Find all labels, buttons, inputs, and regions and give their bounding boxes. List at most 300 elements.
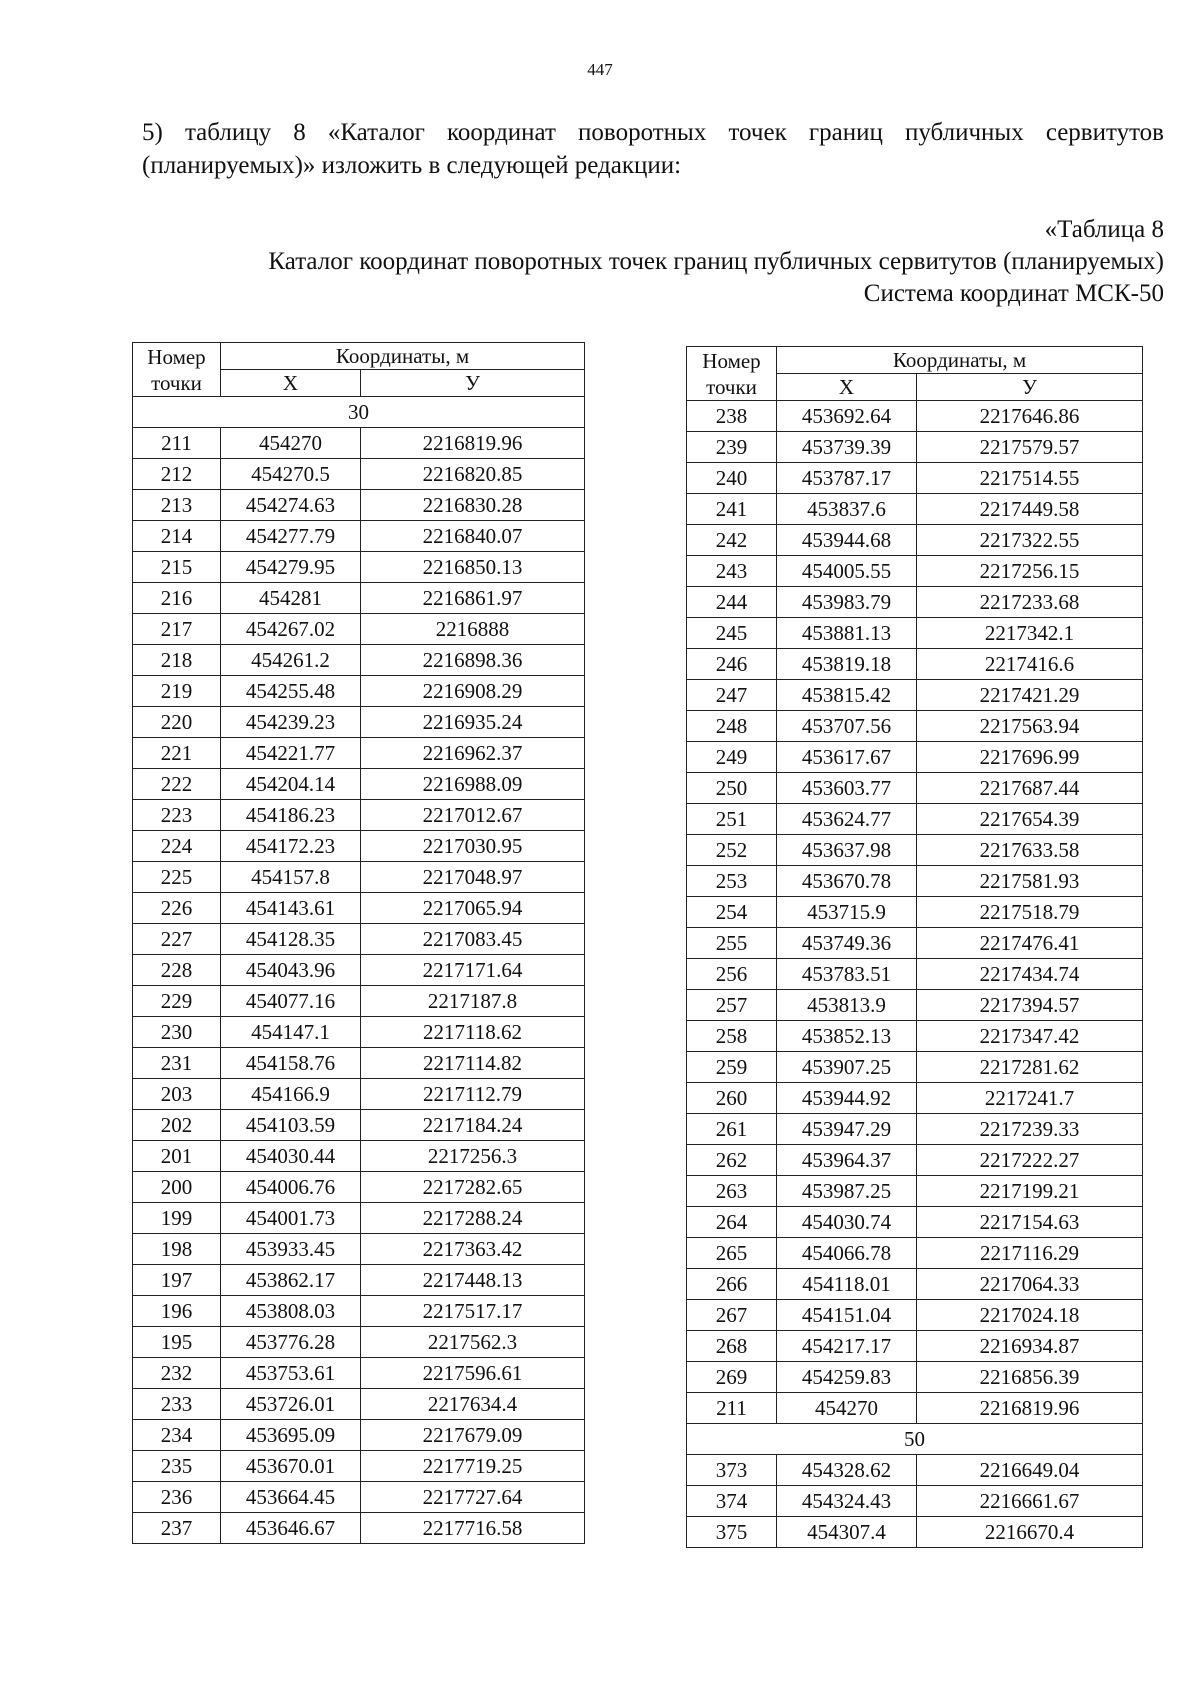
group-row bbox=[687, 1424, 1143, 1455]
coordinate-system: Система координат МСК-50 bbox=[863, 280, 1164, 307]
point-number: 234 bbox=[133, 1420, 221, 1451]
coord-x: 453819.18 bbox=[777, 649, 917, 680]
point-number: 213 bbox=[133, 490, 221, 521]
table-row bbox=[687, 990, 1143, 1021]
table-row bbox=[687, 556, 1143, 587]
table-row bbox=[133, 1513, 585, 1544]
point-number: 264 bbox=[687, 1207, 777, 1238]
coord-x: 453964.37 bbox=[777, 1145, 917, 1176]
point-number: 261 bbox=[687, 1114, 777, 1145]
coord-y: 2216840.07 bbox=[361, 521, 585, 552]
point-number: 221 bbox=[133, 738, 221, 769]
table-row bbox=[133, 1265, 585, 1296]
table-row bbox=[687, 680, 1143, 711]
coord-x: 454204.14 bbox=[221, 769, 361, 800]
coord-x: 453637.98 bbox=[777, 835, 917, 866]
coord-y: 2216988.09 bbox=[361, 769, 585, 800]
point-number: 244 bbox=[687, 587, 777, 618]
table-row bbox=[133, 769, 585, 800]
table-row bbox=[133, 1482, 585, 1513]
coord-y: 2216820.85 bbox=[361, 459, 585, 490]
coord-x: 454270 bbox=[221, 428, 361, 459]
point-number: 254 bbox=[687, 897, 777, 928]
table-row bbox=[687, 587, 1143, 618]
point-number: 373 bbox=[687, 1455, 777, 1486]
coord-x: 453617.67 bbox=[777, 742, 917, 773]
coord-y: 2216649.04 bbox=[917, 1455, 1143, 1486]
coord-y: 2217563.94 bbox=[917, 711, 1143, 742]
table-row bbox=[687, 711, 1143, 742]
coord-x: 454307.4 bbox=[777, 1517, 917, 1548]
point-number: 202 bbox=[133, 1110, 221, 1141]
point-number: 231 bbox=[133, 1048, 221, 1079]
point-number: 248 bbox=[687, 711, 777, 742]
point-number: 238 bbox=[687, 401, 777, 432]
table-row bbox=[687, 866, 1143, 897]
point-number: 196 bbox=[133, 1296, 221, 1327]
table-row bbox=[133, 1234, 585, 1265]
table-row bbox=[133, 552, 585, 583]
coord-x: 453646.67 bbox=[221, 1513, 361, 1544]
coord-y: 2216861.97 bbox=[361, 583, 585, 614]
point-number: 239 bbox=[687, 432, 777, 463]
coord-y: 2217687.44 bbox=[917, 773, 1143, 804]
coord-x: 454006.76 bbox=[221, 1172, 361, 1203]
point-number: 249 bbox=[687, 742, 777, 773]
table-row bbox=[133, 676, 585, 707]
point-number: 241 bbox=[687, 494, 777, 525]
point-number: 216 bbox=[133, 583, 221, 614]
coord-x: 453944.92 bbox=[777, 1083, 917, 1114]
table-row bbox=[687, 432, 1143, 463]
point-number: 374 bbox=[687, 1486, 777, 1517]
point-number: 265 bbox=[687, 1238, 777, 1269]
coord-y: 2217514.55 bbox=[917, 463, 1143, 494]
table-row bbox=[687, 1331, 1143, 1362]
table-row bbox=[133, 738, 585, 769]
coord-x: 454239.23 bbox=[221, 707, 361, 738]
point-number: 243 bbox=[687, 556, 777, 587]
point-number: 262 bbox=[687, 1145, 777, 1176]
point-number: 256 bbox=[687, 959, 777, 990]
point-number: 259 bbox=[687, 1052, 777, 1083]
coord-y: 2217012.67 bbox=[361, 800, 585, 831]
table-row bbox=[687, 1393, 1143, 1424]
point-number: 257 bbox=[687, 990, 777, 1021]
table-title: Каталог координат поворотных точек границ публичных сервитутов (планируемых) bbox=[268, 248, 1164, 275]
coord-y: 2217727.64 bbox=[361, 1482, 585, 1513]
table-row bbox=[133, 521, 585, 552]
coord-y: 2216670.4 bbox=[917, 1517, 1143, 1548]
coord-x: 454221.77 bbox=[221, 738, 361, 769]
table-row bbox=[687, 1362, 1143, 1393]
table-row bbox=[687, 1300, 1143, 1331]
coord-y: 2217199.21 bbox=[917, 1176, 1143, 1207]
table-row bbox=[133, 1141, 585, 1172]
coord-x: 453739.39 bbox=[777, 432, 917, 463]
coord-y: 2217239.33 bbox=[917, 1114, 1143, 1145]
point-number: 268 bbox=[687, 1331, 777, 1362]
point-number: 235 bbox=[133, 1451, 221, 1482]
coord-x: 454151.04 bbox=[777, 1300, 917, 1331]
coord-x: 453944.68 bbox=[777, 525, 917, 556]
point-number: 240 bbox=[687, 463, 777, 494]
point-number: 253 bbox=[687, 866, 777, 897]
coord-y: 2216898.36 bbox=[361, 645, 585, 676]
coord-y: 2216934.87 bbox=[917, 1331, 1143, 1362]
coord-x: 453813.9 bbox=[777, 990, 917, 1021]
coord-y: 2217449.58 bbox=[917, 494, 1143, 525]
table-row bbox=[687, 494, 1143, 525]
coord-x: 453808.03 bbox=[221, 1296, 361, 1327]
coord-y: 2217416.6 bbox=[917, 649, 1143, 680]
header-point-label: Номер точки bbox=[702, 348, 761, 399]
coord-x: 453815.42 bbox=[777, 680, 917, 711]
coord-y: 2216908.29 bbox=[361, 676, 585, 707]
header-x: X bbox=[221, 370, 361, 397]
table-row bbox=[133, 645, 585, 676]
table-row bbox=[133, 707, 585, 738]
point-number: 250 bbox=[687, 773, 777, 804]
group-label: 50 bbox=[687, 1424, 1143, 1455]
table-row bbox=[133, 1358, 585, 1389]
coord-y: 2216888 bbox=[361, 614, 585, 645]
table-label: «Таблица 8 bbox=[1044, 216, 1164, 243]
header-x: X bbox=[777, 374, 917, 401]
table-row bbox=[687, 1083, 1143, 1114]
coord-y: 2217187.8 bbox=[361, 986, 585, 1017]
coord-y: 2217517.17 bbox=[361, 1296, 585, 1327]
coord-x: 454259.83 bbox=[777, 1362, 917, 1393]
point-number: 218 bbox=[133, 645, 221, 676]
table-row bbox=[133, 893, 585, 924]
point-number: 222 bbox=[133, 769, 221, 800]
coord-x: 453852.13 bbox=[777, 1021, 917, 1052]
point-number: 269 bbox=[687, 1362, 777, 1393]
table-row bbox=[687, 649, 1143, 680]
point-number: 232 bbox=[133, 1358, 221, 1389]
coord-y: 2217112.79 bbox=[361, 1079, 585, 1110]
header-coordinates: Координаты, м bbox=[777, 347, 1143, 374]
coord-x: 453987.25 bbox=[777, 1176, 917, 1207]
coord-x: 453695.09 bbox=[221, 1420, 361, 1451]
intro-paragraph: 5) таблицу 8 «Каталог координат поворотных точек границ публичных сервитутов (планируемых)» изложить в следующей редакции: bbox=[142, 119, 1164, 179]
coord-x: 454157.8 bbox=[221, 862, 361, 893]
coordinates-table-left bbox=[132, 342, 585, 1544]
coord-x: 453670.78 bbox=[777, 866, 917, 897]
point-number: 260 bbox=[687, 1083, 777, 1114]
coord-x: 454274.63 bbox=[221, 490, 361, 521]
coord-y: 2217646.86 bbox=[917, 401, 1143, 432]
coord-x: 454030.74 bbox=[777, 1207, 917, 1238]
point-number: 199 bbox=[133, 1203, 221, 1234]
coord-x: 453707.56 bbox=[777, 711, 917, 742]
coord-y: 2217716.58 bbox=[361, 1513, 585, 1544]
table-row bbox=[687, 742, 1143, 773]
coord-x: 454172.23 bbox=[221, 831, 361, 862]
point-number: 220 bbox=[133, 707, 221, 738]
table-row bbox=[687, 959, 1143, 990]
table-row bbox=[687, 773, 1143, 804]
point-number: 245 bbox=[687, 618, 777, 649]
coord-y: 2217434.74 bbox=[917, 959, 1143, 990]
coord-x: 454118.01 bbox=[777, 1269, 917, 1300]
table-row bbox=[133, 955, 585, 986]
coord-y: 2216856.39 bbox=[917, 1362, 1143, 1393]
table-row bbox=[687, 804, 1143, 835]
table-row bbox=[133, 1327, 585, 1358]
coord-x: 453907.25 bbox=[777, 1052, 917, 1083]
coord-y: 2216850.13 bbox=[361, 552, 585, 583]
coord-y: 2217634.4 bbox=[361, 1389, 585, 1420]
coord-y: 2216819.96 bbox=[361, 428, 585, 459]
coord-x: 454217.17 bbox=[777, 1331, 917, 1362]
point-number: 198 bbox=[133, 1234, 221, 1265]
coord-x: 453715.9 bbox=[777, 897, 917, 928]
coord-x: 453787.17 bbox=[777, 463, 917, 494]
table-row bbox=[133, 862, 585, 893]
group-label: 30 bbox=[133, 397, 585, 428]
point-number: 211 bbox=[687, 1393, 777, 1424]
point-number: 229 bbox=[133, 986, 221, 1017]
point-number: 212 bbox=[133, 459, 221, 490]
coord-y: 2217581.93 bbox=[917, 866, 1143, 897]
coord-y: 2217562.3 bbox=[361, 1327, 585, 1358]
table-row bbox=[687, 1269, 1143, 1300]
coord-x: 454279.95 bbox=[221, 552, 361, 583]
point-number: 211 bbox=[133, 428, 221, 459]
table-row bbox=[687, 1455, 1143, 1486]
coord-x: 454324.43 bbox=[777, 1486, 917, 1517]
point-number: 237 bbox=[133, 1513, 221, 1544]
group-row bbox=[133, 397, 585, 428]
point-number: 195 bbox=[133, 1327, 221, 1358]
coord-x: 453753.61 bbox=[221, 1358, 361, 1389]
table-row bbox=[687, 463, 1143, 494]
point-number: 255 bbox=[687, 928, 777, 959]
coord-y: 2217116.29 bbox=[917, 1238, 1143, 1269]
coord-y: 2216661.67 bbox=[917, 1486, 1143, 1517]
point-number: 228 bbox=[133, 955, 221, 986]
coord-x: 454270 bbox=[777, 1393, 917, 1424]
table-row bbox=[687, 1021, 1143, 1052]
point-number: 201 bbox=[133, 1141, 221, 1172]
coord-y: 2216830.28 bbox=[361, 490, 585, 521]
point-number: 263 bbox=[687, 1176, 777, 1207]
coord-y: 2217241.7 bbox=[917, 1083, 1143, 1114]
coord-y: 2217322.55 bbox=[917, 525, 1143, 556]
coord-x: 454261.2 bbox=[221, 645, 361, 676]
table-row bbox=[687, 835, 1143, 866]
coord-x: 454077.16 bbox=[221, 986, 361, 1017]
coord-y: 2216935.24 bbox=[361, 707, 585, 738]
coord-x: 454066.78 bbox=[777, 1238, 917, 1269]
coord-y: 2217282.65 bbox=[361, 1172, 585, 1203]
coord-y: 2217171.64 bbox=[361, 955, 585, 986]
point-number: 375 bbox=[687, 1517, 777, 1548]
coord-y: 2217256.3 bbox=[361, 1141, 585, 1172]
table-row bbox=[133, 1172, 585, 1203]
coord-x: 453983.79 bbox=[777, 587, 917, 618]
coord-x: 453881.13 bbox=[777, 618, 917, 649]
coord-y: 2217118.62 bbox=[361, 1017, 585, 1048]
point-number: 197 bbox=[133, 1265, 221, 1296]
coord-y: 2217065.94 bbox=[361, 893, 585, 924]
header-point-number bbox=[133, 343, 221, 397]
point-number: 214 bbox=[133, 521, 221, 552]
coord-x: 453933.45 bbox=[221, 1234, 361, 1265]
coord-x: 453862.17 bbox=[221, 1265, 361, 1296]
coord-x: 453603.77 bbox=[777, 773, 917, 804]
table-row bbox=[133, 800, 585, 831]
table-row bbox=[687, 1238, 1143, 1269]
coord-y: 2217518.79 bbox=[917, 897, 1143, 928]
point-number: 267 bbox=[687, 1300, 777, 1331]
coord-x: 454128.35 bbox=[221, 924, 361, 955]
table-row bbox=[687, 618, 1143, 649]
header-y: У bbox=[361, 370, 585, 397]
coord-y: 2217579.57 bbox=[917, 432, 1143, 463]
coord-x: 453749.36 bbox=[777, 928, 917, 959]
point-number: 236 bbox=[133, 1482, 221, 1513]
table-row bbox=[133, 583, 585, 614]
coord-x: 454001.73 bbox=[221, 1203, 361, 1234]
table-row bbox=[133, 1420, 585, 1451]
table-row bbox=[133, 986, 585, 1017]
table-row bbox=[687, 1145, 1143, 1176]
point-number: 217 bbox=[133, 614, 221, 645]
coord-x: 454147.1 bbox=[221, 1017, 361, 1048]
coord-y: 2217288.24 bbox=[361, 1203, 585, 1234]
coord-y: 2217281.62 bbox=[917, 1052, 1143, 1083]
coord-y: 2217256.15 bbox=[917, 556, 1143, 587]
table-row bbox=[133, 1048, 585, 1079]
coord-x: 453776.28 bbox=[221, 1327, 361, 1358]
coord-x: 454043.96 bbox=[221, 955, 361, 986]
table-caption bbox=[120, 214, 1164, 310]
coord-y: 2217024.18 bbox=[917, 1300, 1143, 1331]
coord-y: 2217048.97 bbox=[361, 862, 585, 893]
table-row bbox=[687, 1052, 1143, 1083]
table-row bbox=[687, 1176, 1143, 1207]
table-row bbox=[133, 1110, 585, 1141]
coord-y: 2217633.58 bbox=[917, 835, 1143, 866]
coord-y: 2216819.96 bbox=[917, 1393, 1143, 1424]
coord-x: 453664.45 bbox=[221, 1482, 361, 1513]
point-number: 223 bbox=[133, 800, 221, 831]
coord-x: 454166.9 bbox=[221, 1079, 361, 1110]
point-number: 246 bbox=[687, 649, 777, 680]
point-number: 251 bbox=[687, 804, 777, 835]
coord-x: 454277.79 bbox=[221, 521, 361, 552]
coord-y: 2217030.95 bbox=[361, 831, 585, 862]
coord-y: 2217064.33 bbox=[917, 1269, 1143, 1300]
coord-x: 454005.55 bbox=[777, 556, 917, 587]
table-row bbox=[133, 459, 585, 490]
coord-y: 2217222.27 bbox=[917, 1145, 1143, 1176]
coord-y: 2217347.42 bbox=[917, 1021, 1143, 1052]
point-number: 230 bbox=[133, 1017, 221, 1048]
point-number: 215 bbox=[133, 552, 221, 583]
coord-x: 453837.6 bbox=[777, 494, 917, 525]
coord-x: 454270.5 bbox=[221, 459, 361, 490]
coord-y: 2217394.57 bbox=[917, 990, 1143, 1021]
header-point-number bbox=[687, 347, 777, 401]
table-row bbox=[687, 928, 1143, 959]
table-row bbox=[687, 897, 1143, 928]
coord-y: 2217476.41 bbox=[917, 928, 1143, 959]
header-y: У bbox=[917, 374, 1143, 401]
coord-y: 2217342.1 bbox=[917, 618, 1143, 649]
coord-y: 2217679.09 bbox=[361, 1420, 585, 1451]
point-number: 242 bbox=[687, 525, 777, 556]
coord-x: 453624.77 bbox=[777, 804, 917, 835]
table-row bbox=[133, 924, 585, 955]
table-row bbox=[687, 401, 1143, 432]
point-number: 227 bbox=[133, 924, 221, 955]
table-row bbox=[133, 831, 585, 862]
coord-x: 454255.48 bbox=[221, 676, 361, 707]
table-row bbox=[133, 1296, 585, 1327]
coord-y: 2217083.45 bbox=[361, 924, 585, 955]
coord-x: 453692.64 bbox=[777, 401, 917, 432]
table-row bbox=[133, 1451, 585, 1482]
point-number: 247 bbox=[687, 680, 777, 711]
table-row bbox=[133, 1389, 585, 1420]
coord-y: 2217719.25 bbox=[361, 1451, 585, 1482]
table-row bbox=[133, 1017, 585, 1048]
coord-x: 454158.76 bbox=[221, 1048, 361, 1079]
coord-y: 2217448.13 bbox=[361, 1265, 585, 1296]
coord-y: 2217421.29 bbox=[917, 680, 1143, 711]
table-row bbox=[133, 1079, 585, 1110]
coord-y: 2217233.68 bbox=[917, 587, 1143, 618]
point-number: 266 bbox=[687, 1269, 777, 1300]
coord-x: 454030.44 bbox=[221, 1141, 361, 1172]
coord-x: 453947.29 bbox=[777, 1114, 917, 1145]
coord-y: 2217596.61 bbox=[361, 1358, 585, 1389]
header-point-label: Номер точки bbox=[147, 344, 206, 395]
table-row bbox=[133, 428, 585, 459]
header-coordinates: Координаты, м bbox=[221, 343, 585, 370]
point-number: 219 bbox=[133, 676, 221, 707]
coord-x: 453670.01 bbox=[221, 1451, 361, 1482]
coord-y: 2217184.24 bbox=[361, 1110, 585, 1141]
point-number: 225 bbox=[133, 862, 221, 893]
coord-y: 2217114.82 bbox=[361, 1048, 585, 1079]
point-number: 258 bbox=[687, 1021, 777, 1052]
coord-x: 454328.62 bbox=[777, 1455, 917, 1486]
table-row bbox=[687, 1207, 1143, 1238]
coordinates-table-right bbox=[686, 346, 1143, 1548]
point-number: 252 bbox=[687, 835, 777, 866]
coord-x: 454103.59 bbox=[221, 1110, 361, 1141]
table-row bbox=[133, 490, 585, 521]
page-number: 447 bbox=[587, 60, 613, 79]
coord-x: 454186.23 bbox=[221, 800, 361, 831]
point-number: 233 bbox=[133, 1389, 221, 1420]
coord-y: 2216962.37 bbox=[361, 738, 585, 769]
coord-x: 454143.61 bbox=[221, 893, 361, 924]
coord-x: 453726.01 bbox=[221, 1389, 361, 1420]
point-number: 203 bbox=[133, 1079, 221, 1110]
table-row bbox=[133, 614, 585, 645]
point-number: 224 bbox=[133, 831, 221, 862]
coord-y: 2217696.99 bbox=[917, 742, 1143, 773]
point-number: 200 bbox=[133, 1172, 221, 1203]
table-row bbox=[687, 525, 1143, 556]
coord-y: 2217154.63 bbox=[917, 1207, 1143, 1238]
